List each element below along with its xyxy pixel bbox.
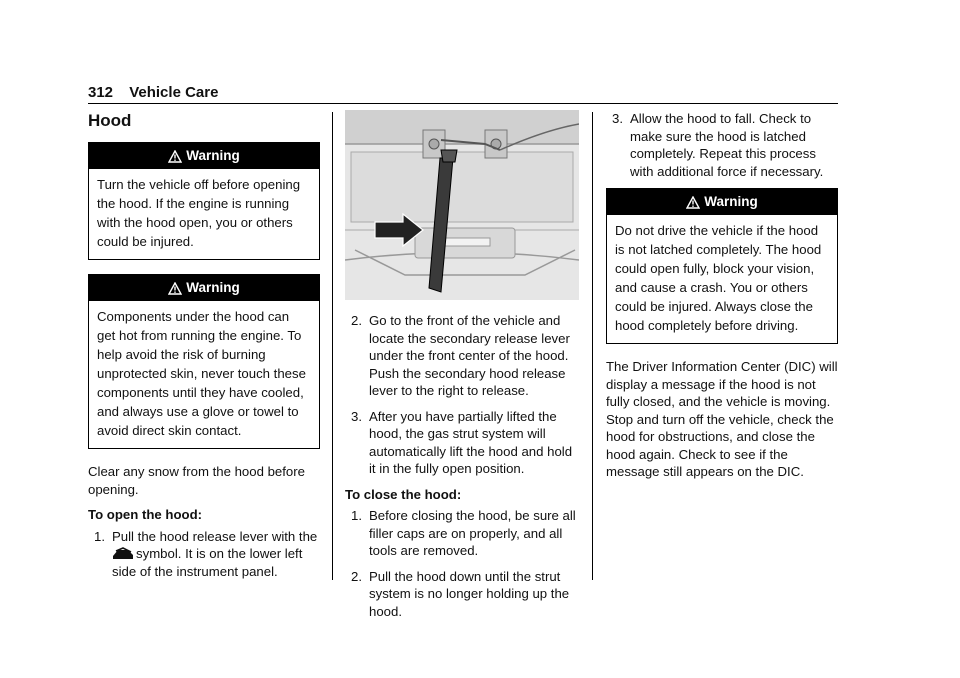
- step-text: Before closing the hood, be sure all filler caps are on properly, and all tools are removed.: [369, 508, 576, 558]
- page-number: 312: [88, 84, 114, 101]
- page-header: [88, 84, 218, 101]
- step-text: Pull the hood down until the strut system is no longer holding up the hood.: [369, 568, 570, 619]
- warning-text: Turn the vehicle off before opening the hood. If the engine is running with the hood open, you or others could be injured.: [97, 177, 301, 249]
- hood-release-icon: [112, 547, 134, 561]
- open-step-3: [351, 408, 579, 478]
- close-hood-heading: To close the hood:: [345, 486, 462, 502]
- column-divider-right: [592, 112, 593, 580]
- header-rule: [88, 103, 838, 104]
- close-step-3: [612, 110, 838, 180]
- step-number: 2.: [351, 313, 362, 328]
- warning-header: [89, 143, 319, 169]
- chapter-title: Vehicle Care: [129, 84, 219, 101]
- warning-box-engine-running: [88, 142, 320, 260]
- section-title: Hood: [88, 111, 132, 130]
- step-text-post: symbol. It is on the lower left side of the instrument panel.: [112, 546, 303, 579]
- open-steps-list: [88, 528, 320, 581]
- close-step-2: [351, 568, 579, 621]
- close-steps-list: [345, 507, 579, 620]
- open-hood-heading: To open the hood:: [88, 507, 203, 522]
- warning-label: Warning: [704, 194, 758, 209]
- close-steps-continued: [606, 110, 838, 180]
- step-number: 1.: [94, 528, 105, 544]
- warning-label: Warning: [186, 148, 240, 163]
- step-number: 2.: [351, 568, 362, 584]
- snow-paragraph: Clear any snow from the hood before opening.: [88, 464, 305, 497]
- warning-triangle-icon: [686, 196, 700, 209]
- column-1: [88, 110, 320, 588]
- dic-paragraph: The Driver Information Center (DIC) will display a message if the hood is not fully closed, and the vehicle is moving. Stop and turn off the vehicle, check the hood for obstructions, and close the hood again. Check to see if the message still appears on the DIC.: [606, 359, 838, 479]
- step-text-pre: Pull the hood release lever with the: [112, 528, 318, 544]
- open-step-2: [351, 312, 579, 400]
- column-divider-left: [332, 112, 333, 580]
- step-number: 3.: [612, 111, 623, 126]
- warning-header: [607, 189, 837, 215]
- warning-triangle-icon: [168, 150, 182, 163]
- warning-text: Do not drive the vehicle if the hood is not latched completely. The hood could open fully, block your vision, and cause a crash. You or others could be injured. Always close the hood completely before driving.: [615, 223, 822, 333]
- open-steps-continued: [345, 312, 579, 478]
- step-number: 1.: [351, 508, 362, 523]
- warning-text: Components under the hood can get hot from running the engine. To help avoid the risk of burning unprotected skin, never touch these components until they have cooled, and always use a glove or towel to avoid direct skin contact.: [97, 309, 306, 438]
- hood-latch-image: [345, 110, 579, 300]
- step-text: After you have partially lifted the hood, the gas strut system will automatically lift the hood and hold it in the fully open position.: [369, 408, 573, 476]
- hood-latch-illustration: [345, 110, 579, 300]
- warning-box-hot-components: [88, 274, 320, 449]
- step-text: Allow the hood to fall. Check to make sure the hood is latched completely. Repeat this process with additional force if necessary.: [630, 111, 824, 179]
- step-number: 3.: [351, 408, 362, 424]
- column-2: [345, 110, 579, 628]
- warning-triangle-icon: [168, 282, 182, 295]
- close-step-1: [351, 507, 579, 560]
- column-3: [606, 110, 838, 489]
- open-step-1: [94, 528, 320, 581]
- warning-label: Warning: [186, 280, 240, 295]
- step-text: Go to the front of the vehicle and locate the secondary release lever under the front center of the hood. Push the secondary hood release lever to the right to release.: [369, 313, 570, 398]
- warning-header: [89, 275, 319, 301]
- warning-box-hood-latch: [606, 188, 838, 344]
